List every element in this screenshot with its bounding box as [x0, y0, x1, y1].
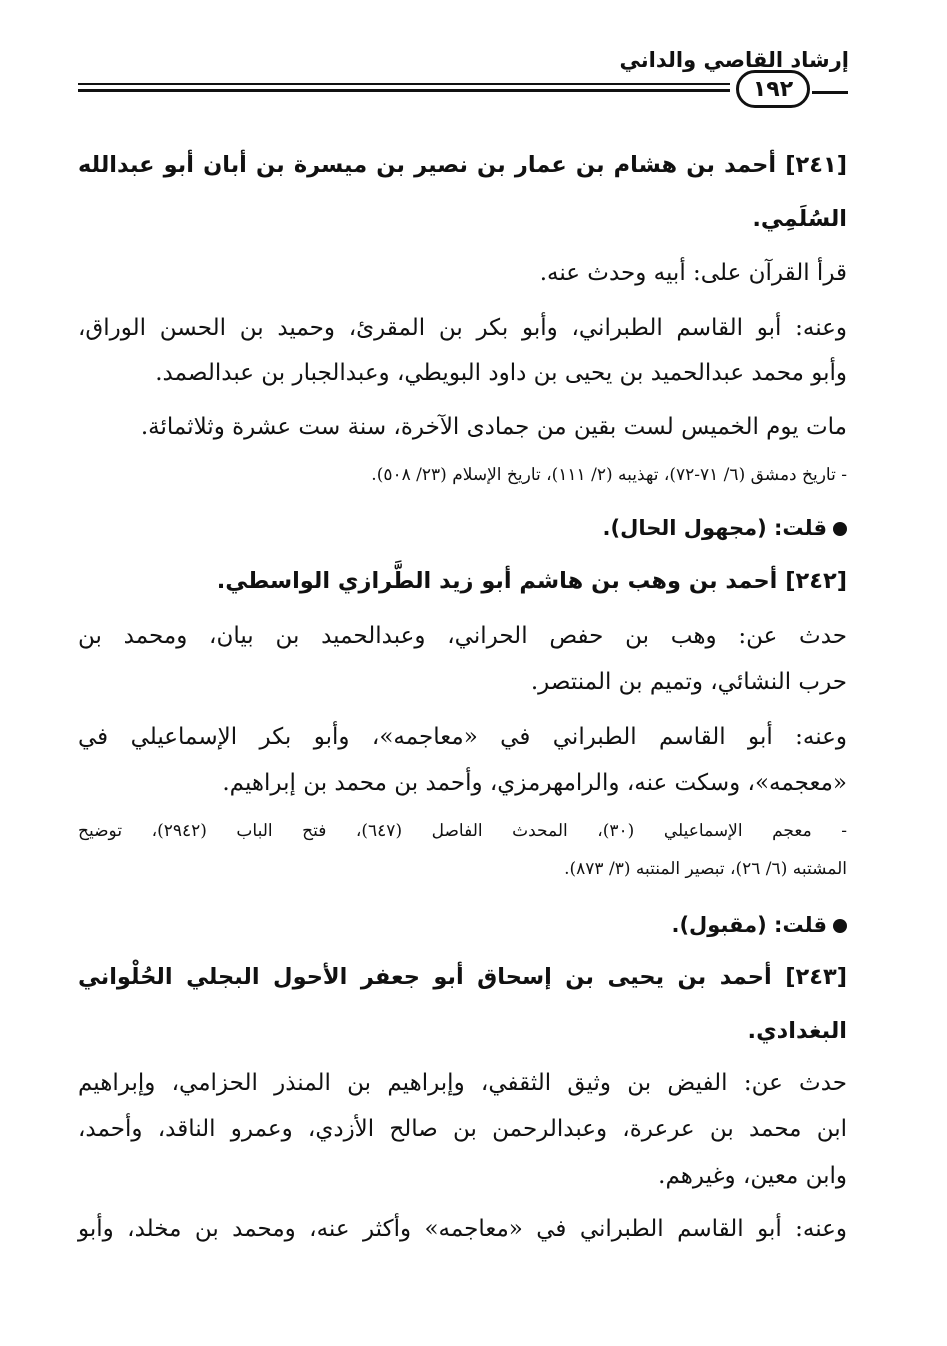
entry-242-teachers-line-1: حدث عن: وهب بن حفص الحراني، وعبدالحميد بن بيان، ومحمد بن: [78, 623, 847, 649]
entry-241-sources: - تاريخ دمشق (٦/ ٧١-٧٢)، تهذيبه (٢/ ١١١)، تاريخ الإسلام (٢٣/ ٥٠٨).: [371, 465, 847, 485]
header-rule-bottom: [78, 89, 730, 92]
entry-243-teachers-line-2: ابن محمد بن عرعرة، وعبدالرحمن بن صالح الأزدي، وعمرو الناقد، وأحمد،: [78, 1116, 847, 1142]
entry-242-verdict: [671, 910, 847, 940]
header-rule-top: [78, 83, 730, 85]
entry-242-sources-line-1: - معجم الإسماعيلي (٣٠)، المحدث الفاصل (٦٤٧)، فتح الباب (٢٩٤٢)، توضيح: [78, 821, 847, 841]
entry-243-students-line-1: وعنه: أبو القاسم الطبراني في «معاجمه» وأكثر عنه، ومحمد بن مخلد، وأبو: [78, 1216, 847, 1242]
entry-242-students-line-2: «معجمه»، وسكت عنه، والرامهرمزي، وأحمد بن محمد بن إبراهيم.: [222, 770, 847, 796]
page-number-badge: ١٩٢: [736, 70, 810, 108]
entry-241-students-line-2: وأبو محمد عبدالحميد بن يحيى بن داود البويطي، وعبدالجبار بن عبدالصمد.: [155, 360, 847, 386]
entry-241-students-line-1: وعنه: أبو القاسم الطبراني، وأبو بكر بن المقرئ، وحميد بن الحسن الوراق،: [78, 315, 847, 341]
running-title: إرشاد القاصي والداني: [619, 48, 849, 72]
entry-241-death: مات يوم الخميس لست بقين من جمادى الآخرة، سنة ست عشرة وثلاثمائة.: [140, 414, 847, 440]
entry-241-verdict-text: قلت: (مجهول الحال).: [602, 516, 827, 540]
entry-242-students-line-1: وعنه: أبو القاسم الطبراني في «معاجمه»، وأبو بكر الإسماعيلي في: [78, 724, 847, 750]
entry-243-teachers-line-1: حدث عن: الفيض بن وثيق الثقفي، وإبراهيم بن المنذر الحزامي، وإبراهيم: [78, 1070, 847, 1096]
entry-242-teachers-line-2: حرب النشائي، وتميم بن المنتصر.: [530, 669, 847, 695]
bullet-icon: [833, 919, 847, 933]
entry-241-heading-line-2: السُلَمِي.: [752, 206, 847, 232]
entry-243-heading-line-2: البغدادي.: [747, 1018, 847, 1044]
entry-243-heading-line-1: [٢٤٣] أحمد بن يحيى بن إسحاق أبو جعفر الأحول البجلي الحُلْواني: [78, 964, 847, 990]
entry-242-sources-line-2: المشتبه (٦/ ٢٦)، تبصير المنتبه (٣/ ٨٧٣).: [564, 859, 847, 879]
entry-243-teachers-line-3: وابن معين، وغيرهم.: [658, 1163, 847, 1189]
bullet-icon: [833, 522, 847, 536]
entry-241-verdict: [603, 513, 847, 543]
header-rule-right: [812, 91, 848, 94]
entry-242-heading: [٢٤٢] أحمد بن وهب بن هاشم أبو زيد الطَّرازي الواسطي.: [216, 568, 847, 594]
entry-241-heading-line-1: [٢٤١] أحمد بن هشام بن عمار بن نصير بن ميسرة بن أبان أبو عبدالله: [78, 152, 847, 178]
entry-241-teachers: قرأ القرآن على: أبيه وحدث عنه.: [539, 260, 847, 286]
entry-242-verdict-text: قلت: (مقبول).: [671, 913, 827, 937]
